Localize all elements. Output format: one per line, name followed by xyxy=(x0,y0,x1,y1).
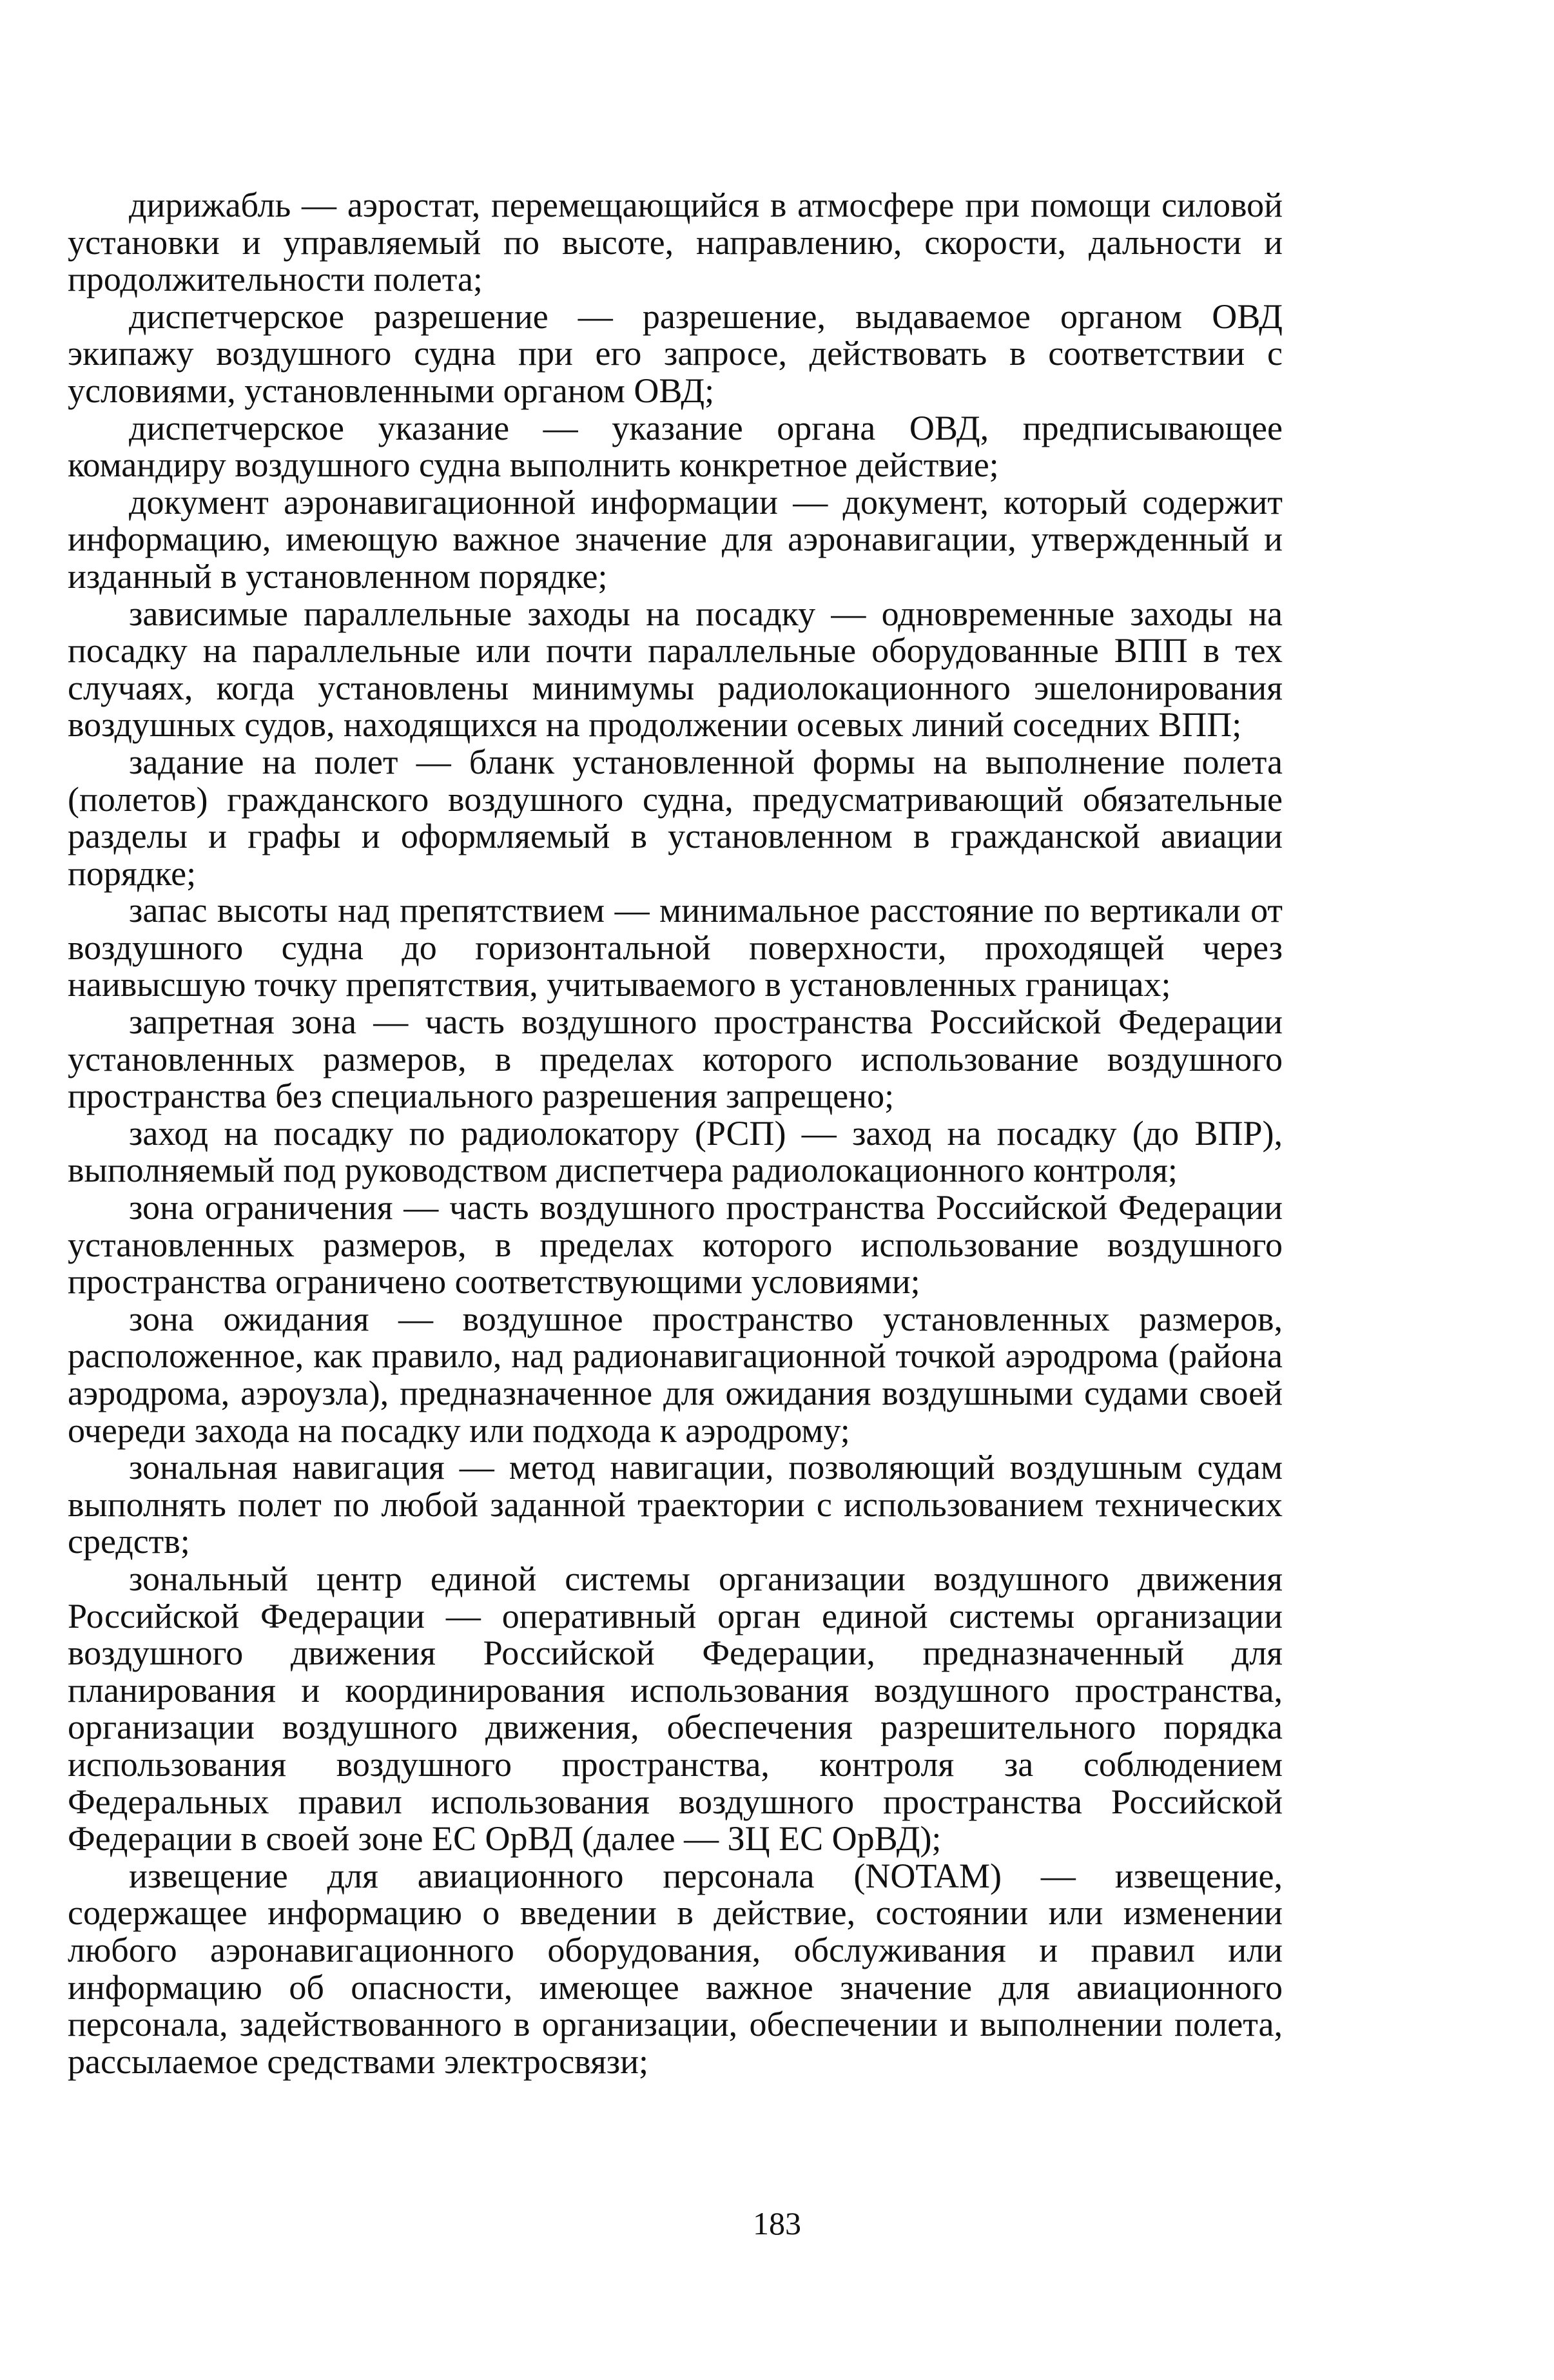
definition-entry: извещение для авиационного персонала (NOTAM) — извещение, содержащее информацию о введении в действие, состоянии или изменении любого аэронавигационного оборудования, обслуживания и правил или информацию об опасности, имеющее важное значение для авиационного персонала, задействованного в организации, обеспечении и выполнении полета, рассылаемое средствами электросвязи; xyxy=(68,1856,1283,2081)
definition-entry: диспетчерское разрешение — разрешение, выдаваемое органом ОВД экипажу воздушного судна при его запросе, действовать в соответствии с условиями, установленными органом ОВД; xyxy=(68,297,1283,410)
definition-entry: диспетчерское указание — указание органа ОВД, предписывающее командиру воздушного судна выполнить конкретное действие; xyxy=(68,408,1283,485)
definition-entry: зона ожидания — воздушное пространство установленных размеров, расположенное, как правило, над радионавигационной точкой аэродрома (района аэродрома, аэроузла), предназначенное для ожидания воздушными судами своей очереди захода на посадку или подхода к аэродрому; xyxy=(68,1299,1283,1450)
page-number: 183 xyxy=(753,2205,801,2241)
definition-entry: запас высоты над препятствием — минимальное расстояние по вертикали от воздушного судна до горизонтальной поверхности, проходящей через наивысшую точку препятствия, учитываемого в установленных границах; xyxy=(68,891,1283,1004)
definition-entry: дирижабль — аэростат, перемещающийся в атмосфере при помощи силовой установки и управляемый по высоте, направлению, скорости, дальности и продолжительности полета; xyxy=(68,186,1283,299)
definition-entry: зависимые параллельные заходы на посадку — одновременные заходы на посадку на параллельные или почти параллельные оборудованные ВПП в тех случаях, когда установлены минимумы радиолокационного эшелонирования воздушных судов, находящихся на продолжении осевых линий соседних ВПП; xyxy=(68,594,1283,745)
definition-entry: документ аэронавигационной информации — документ, который содержит информацию, имеющую важное значение для аэронавигации, утвержденный и изданный в установленном порядке; xyxy=(68,482,1283,596)
document-body xyxy=(68,187,1283,2080)
definition-entry: задание на полет — бланк установленной формы на выполнение полета (полетов) гражданского воздушного судна, предусматривающий обязательные разделы и графы и оформляемый в установленном в гражданской авиации порядке; xyxy=(68,742,1283,893)
definition-entry: зональная навигация — метод навигации, позволяющий воздушным судам выполнять полет по любой заданной траектории с использованием технических средств; xyxy=(68,1448,1283,1561)
definition-entry: запретная зона — часть воздушного пространства Российской Федерации установленных размеров, в пределах которого использование воздушного пространства без специального разрешения запрещено; xyxy=(68,1002,1283,1116)
definition-entry: заход на посадку по радиолокатору (РСП) — заход на посадку (до ВПР), выполняемый под руководством диспетчера радиолокационного контроля; xyxy=(68,1113,1283,1190)
definition-entry: зональный центр единой системы организации воздушного движения Российской Федерации — оперативный орган единой системы организации воздушного движения Российской Федерации, предназначенный для планирования и координирования использования воздушного пространства, организации воздушного движения, обеспечения разрешительного порядка использования воздушного пространства, контроля за соблюдением Федеральных правил использования воздушного пространства Российской Федерации в своей зоне ЕС ОрВД (далее — ЗЦ ЕС ОрВД); xyxy=(68,1559,1283,1858)
definition-entry: зона ограничения — часть воздушного пространства Российской Федерации установленных размеров, в пределах которого использование воздушного пространства ограничено соответствующими условиями; xyxy=(68,1188,1283,1302)
